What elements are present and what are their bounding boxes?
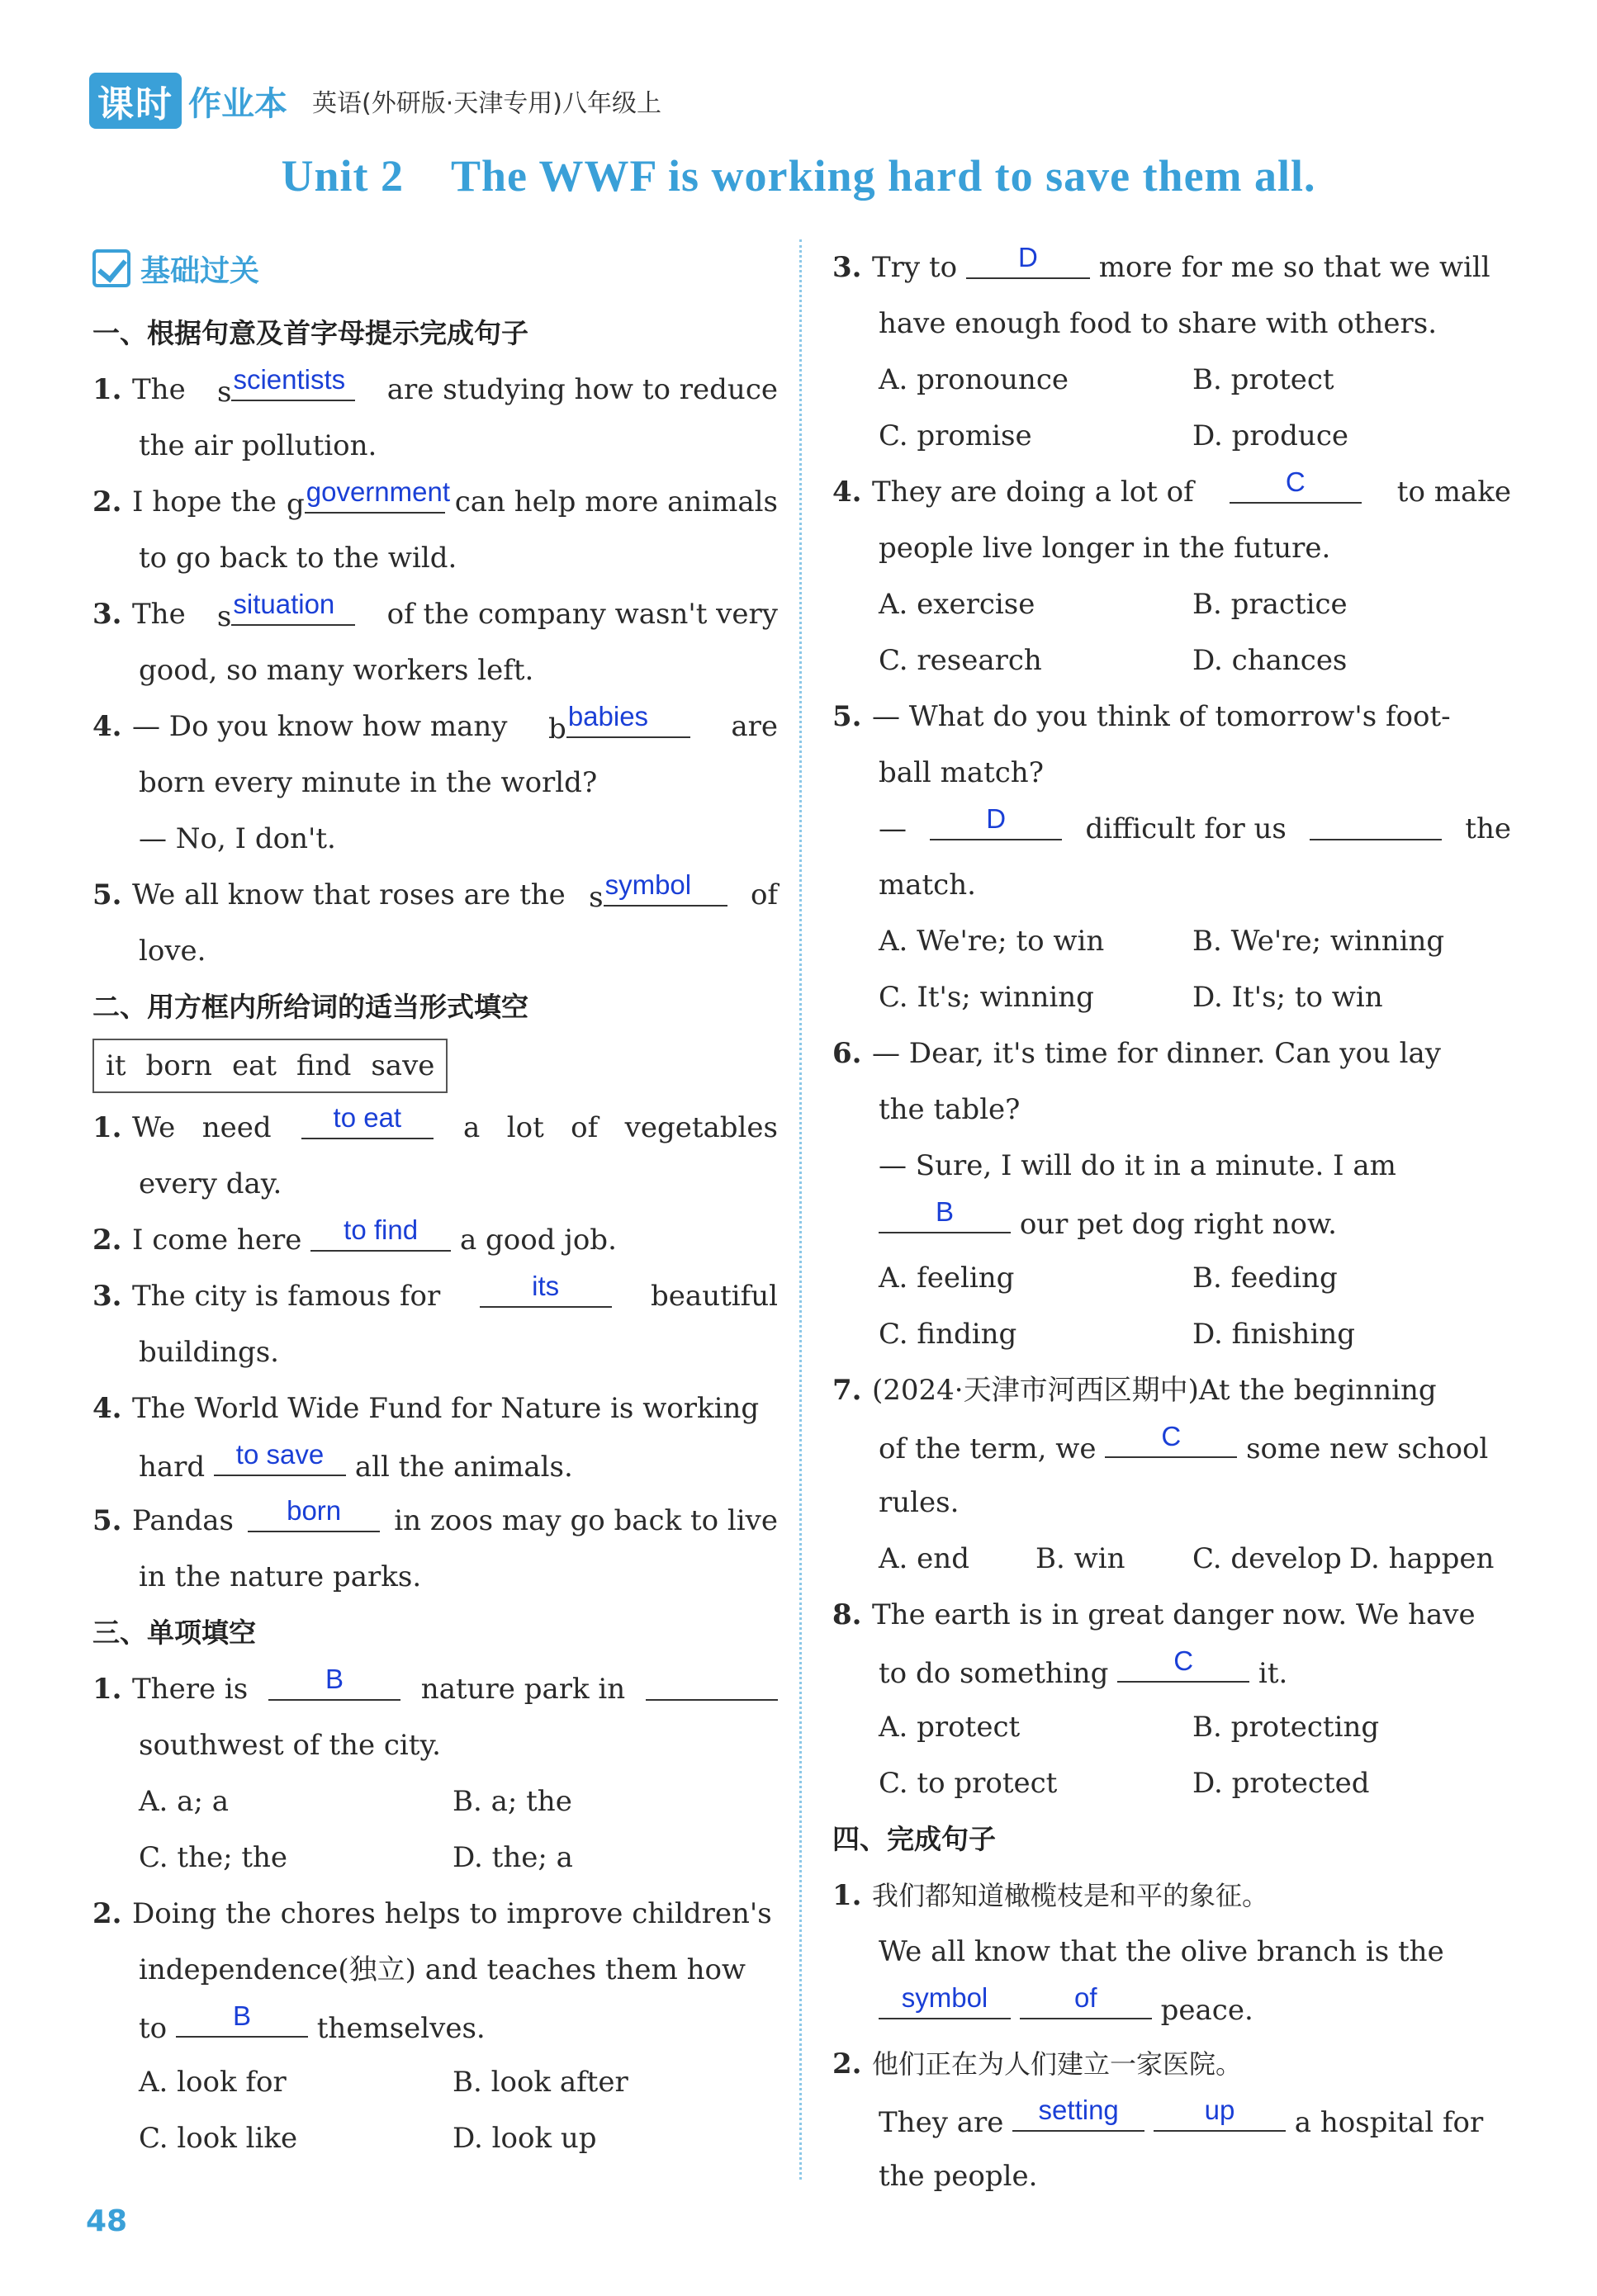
question: 7. (2024·天津市河西区期中)At the beginning bbox=[832, 1374, 1437, 1407]
question: 2. I hope the g government can help more animals bbox=[92, 474, 778, 530]
options: C. the; the D. the; a bbox=[139, 1841, 573, 1874]
answer-blank[interactable]: to save bbox=[214, 1437, 346, 1476]
options: C. research D. chances bbox=[879, 644, 1348, 677]
word-box: it born eat find save bbox=[92, 1039, 448, 1093]
column-divider bbox=[799, 239, 802, 2180]
answer-blank[interactable]: B bbox=[268, 1661, 400, 1701]
answer-blank[interactable]: situation bbox=[231, 586, 355, 626]
options: C. look like D. look up bbox=[139, 2122, 597, 2155]
answer-blank[interactable]: up bbox=[1154, 2092, 1286, 2132]
answer-blank[interactable]: born bbox=[248, 1493, 380, 1532]
brand-logo: 课时 bbox=[89, 73, 182, 129]
answer-blank[interactable]: government bbox=[305, 474, 445, 514]
right-column: 3. Try to D more for me so that we will have enough food to share with others. A. pronounce B. protect C. promise D. produce 4. They are doing a lot of C to make people live longer in the future. A. exercise B. practice C. research D. chances 5. — What do you think of tomorrow's foot- ball match? — D difficult for us the match. A. We're; to win B. We're; winning C. It's; winning D. It's; to win 6. — Dear, it's time for dinner. Can you lay the table? — Sure, I will do it in a minute. I am B our pet dog right now. A. feeling B. feeding C. finding D. finishing 7. (2024·天津市河西区期中)At the beginning of the term, we C some new school rules. A. end B. win C. develop D. happen 8. The earth is in great danger now. We have to do something C it. A. protect B. protecting C. to protect D. protected 四、完成句子 1. 我们都知道橄榄枝是和平的象征。 We all know that the olive branch is the symbol of peace. 2. 他们正在为人们建立一家医院。 They are setting up a hospital for the people. bbox=[832, 239, 1511, 2204]
question: 8. The earth is in great danger now. We have bbox=[832, 1598, 1476, 1631]
options: C. It's; winning D. It's; to win bbox=[879, 981, 1383, 1014]
options: A. a; a B. a; the bbox=[139, 1785, 572, 1818]
question: 3. The city is famous for its beautiful bbox=[92, 1268, 778, 1324]
answer-blank[interactable]: D bbox=[930, 801, 1062, 840]
question: 1. 我们都知道橄榄枝是和平的象征。 bbox=[832, 1879, 1269, 1912]
answer-blank[interactable]: C bbox=[1230, 464, 1362, 504]
section-title: 二、用方框内所给词的适当形式填空 bbox=[92, 991, 528, 1023]
checkbox-icon bbox=[92, 249, 130, 287]
question: 2. I come here to find a good job. bbox=[92, 1212, 778, 1268]
answer-blank[interactable]: C bbox=[1117, 1643, 1249, 1683]
answer-blank[interactable]: babies bbox=[566, 698, 690, 738]
question: 3. Try to D more for me so that we will bbox=[832, 239, 1511, 296]
answer-blank[interactable]: setting bbox=[1012, 2092, 1144, 2132]
section-title: 四、完成句子 bbox=[832, 1823, 996, 1855]
answer-blank[interactable]: of bbox=[1020, 1980, 1152, 2019]
question: 5. We all know that roses are the s symbol of bbox=[92, 867, 778, 923]
options: C. promise D. produce bbox=[879, 419, 1348, 452]
options: A. end B. win C. develop D. happen bbox=[879, 1542, 1495, 1575]
options: A. pronounce B. protect bbox=[879, 363, 1334, 396]
answer-blank[interactable]: symbol bbox=[604, 867, 727, 907]
brand-text: 作业本 bbox=[188, 84, 287, 123]
section-title: 三、单项填空 bbox=[92, 1617, 256, 1649]
answer-blank[interactable]: to eat bbox=[301, 1100, 434, 1139]
question: 4. They are doing a lot of C to make bbox=[832, 464, 1511, 520]
answer-blank[interactable]: scientists bbox=[231, 362, 355, 401]
question: 6. — Dear, it's time for dinner. Can you lay bbox=[832, 1037, 1441, 1070]
options: A. look for B. look after bbox=[139, 2066, 628, 2099]
options: C. to protect D. protected bbox=[879, 1767, 1370, 1800]
section-title: 一、根据句意及首字母提示完成句子 bbox=[92, 317, 528, 349]
answer-blank[interactable]: its bbox=[480, 1268, 612, 1308]
question: 1. We need to eat a lot of vegetables bbox=[92, 1100, 778, 1156]
question: 4. The World Wide Fund for Nature is working bbox=[92, 1392, 760, 1425]
question: 2. 他们正在为人们建立一家医院。 bbox=[832, 2047, 1243, 2081]
header bbox=[89, 76, 661, 125]
answer-blank[interactable] bbox=[1310, 801, 1442, 840]
answer-blank[interactable]: to find bbox=[310, 1212, 451, 1252]
answer-blank[interactable] bbox=[646, 1661, 778, 1701]
question: 1. There is B nature park in bbox=[92, 1661, 778, 1717]
page-number: 48 bbox=[86, 2204, 128, 2238]
options: A. We're; to win B. We're; winning bbox=[879, 925, 1445, 958]
answer-blank[interactable]: B bbox=[879, 1194, 1011, 1233]
book-info: 英语(外研版·天津专用)八年级上 bbox=[312, 89, 661, 118]
left-column: 基础过关 一、根据句意及首字母提示完成句子 1. The s scientists are studying how to reduce the air pollution. 2. I hope the g government can help more animals to go back to the wild. 3. The s situation of the company wasn't very good, so many workers left. 4. — Do you know how many b babies are born every minute in the world? — No, I don't. 5. We all know that roses are the s symbol of love. 二、用方框内所给词的适当形式填空 it born eat find save 1. We need to eat a lot of vegetables every day. 2. I come here to find a good job. 3. The city is famous for its beautiful buildings. 4. The World Wide Fund for Nature is working hard to save all the animals. 5. Pandas born in zoos may go back to live in the nature parks. 三、单项填空 1. There is B nature park in southwest of the city. A. a; a B. a; the C. the; the D. the; a 2. Doing the chores helps to improve children's independence(独立) and teaches them how to B themselves. A. look for B. look after C. look like D. look up bbox=[92, 239, 778, 2166]
question: 3. The s situation of the company wasn't very bbox=[92, 586, 778, 642]
section-badge bbox=[92, 239, 778, 297]
options: A. feeling B. feeding bbox=[879, 1262, 1338, 1295]
answer-blank[interactable]: B bbox=[176, 1998, 308, 2038]
question: 4. — Do you know how many b babies are bbox=[92, 698, 778, 755]
badge-text: 基础过关 bbox=[140, 253, 260, 288]
unit-title: Unit 2 The WWF is working hard to save them all. bbox=[281, 151, 1316, 201]
question: 5. — What do you think of tomorrow's foot- bbox=[832, 700, 1451, 733]
answer-blank[interactable]: symbol bbox=[879, 1980, 1011, 2019]
options: A. exercise B. practice bbox=[879, 588, 1348, 621]
question: 1. The s scientists are studying how to reduce bbox=[92, 362, 778, 418]
question: 2. Doing the chores helps to improve children's bbox=[92, 1897, 772, 1930]
answer-blank[interactable]: D bbox=[966, 239, 1090, 279]
options: A. protect B. protecting bbox=[879, 1711, 1380, 1744]
options: C. finding D. finishing bbox=[879, 1318, 1355, 1351]
question: 5. Pandas born in zoos may go back to live bbox=[92, 1493, 778, 1549]
answer-blank[interactable]: C bbox=[1105, 1418, 1237, 1458]
